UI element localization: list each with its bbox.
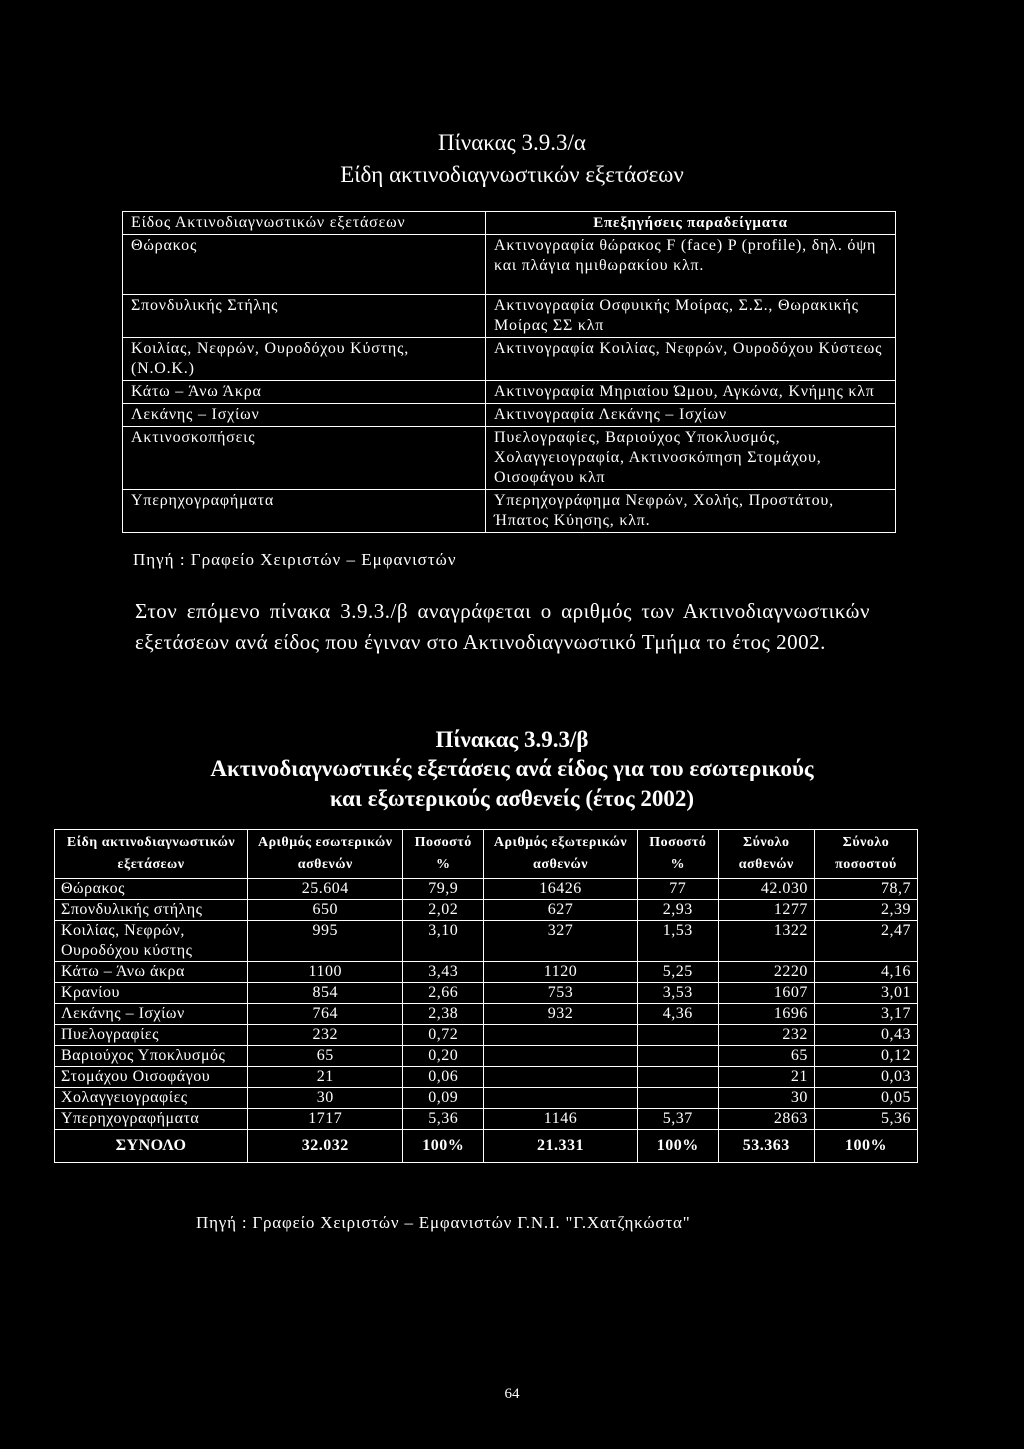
inpatients-cell: 30 — [248, 1088, 403, 1109]
table-row — [55, 921, 918, 962]
total-percent-cell: 2,47 — [814, 921, 917, 962]
exam-type-cell: Χολαγγειογραφίες — [55, 1088, 248, 1109]
inpatient-percent-cell: 2,02 — [403, 900, 483, 921]
exam-type-cell: Κάτω – Άνω άκρα — [55, 962, 248, 983]
table-row — [55, 1046, 918, 1067]
inpatient-percent-cell: 3,10 — [403, 921, 483, 962]
total-percent-cell: 0,43 — [814, 1025, 917, 1046]
total-percent-cell: 0,05 — [814, 1088, 917, 1109]
exam-type-cell: Πυελογραφίες — [55, 1025, 248, 1046]
table-row — [123, 404, 896, 427]
body-paragraph: Στον επόμενο πίνακα 3.9.3./β αναγράφεται ο αριθμός των Ακτινοδιαγνωστικών εξετάσεων ανά είδος που έγιναν στο Ακτινοδιαγνωστικό Τμήμα το έτος 2002. — [135, 599, 870, 654]
total-inpatients: 32.032 — [248, 1130, 403, 1163]
outpatient-percent-cell — [638, 1025, 718, 1046]
table-row — [123, 295, 896, 338]
outpatients-cell: 753 — [483, 983, 637, 1004]
inpatients-cell: 650 — [248, 900, 403, 921]
inpatients-cell: 995 — [248, 921, 403, 962]
total-patients-cell: 232 — [718, 1025, 814, 1046]
exam-type-cell: Θώρακος — [55, 879, 248, 900]
total-patients-cell: 2863 — [718, 1109, 814, 1130]
total-label: ΣΥΝΟΛΟ — [55, 1130, 248, 1163]
total-patients-cell: 65 — [718, 1046, 814, 1067]
exam-type-cell: Στομάχου Οισοφάγου — [55, 1067, 248, 1088]
total-patients-cell: 1277 — [718, 900, 814, 921]
inpatient-percent-cell: 0,09 — [403, 1088, 483, 1109]
table-header-row — [55, 830, 918, 879]
outpatient-percent-cell: 77 — [638, 879, 718, 900]
explanation-cell: Ακτινογραφία Οσφυικής Μοίρας, Σ.Σ., Θωρακικής Μοίρας ΣΣ κλπ — [486, 295, 896, 338]
inpatient-percent-cell: 79,9 — [403, 879, 483, 900]
table2-source: Πηγή : Γραφείο Χειριστών – Εμφανιστών Γ.Ν.Ι. "Γ.Χατζηκώστα" — [196, 1213, 691, 1232]
inpatient-percent-cell: 3,43 — [403, 962, 483, 983]
inpatient-percent-cell: 0,06 — [403, 1067, 483, 1088]
total-outpatients: 21.331 — [483, 1130, 637, 1163]
table-row — [55, 900, 918, 921]
exam-type-cell: Λεκάνης – Ισχίων — [55, 1004, 248, 1025]
exam-counts-table — [54, 829, 918, 1163]
inpatients-cell: 854 — [248, 983, 403, 1004]
exam-type-cell: Θώρακος — [123, 235, 486, 295]
outpatient-percent-cell — [638, 1088, 718, 1109]
explanation-cell: Ακτινογραφία Κοιλίας, Νεφρών, Ουροδόχου Κύστεως — [486, 338, 896, 381]
outpatients-cell: 627 — [483, 900, 637, 921]
table1-title: Είδη ακτινοδιαγνωστικών εξετάσεων — [340, 162, 684, 187]
exam-type-cell: Σπονδυλικής Στήλης — [123, 295, 486, 338]
table2-subtitle: και εξωτερικούς ασθενείς (έτος 2002) — [329, 786, 695, 811]
total-inpatient-percent: 100% — [403, 1130, 483, 1163]
table-header-row — [123, 212, 896, 235]
total-percent-cell: 4,16 — [814, 962, 917, 983]
table2-title-number: Πίνακας 3.9.3/β — [435, 727, 589, 752]
inpatient-percent-cell: 5,36 — [403, 1109, 483, 1130]
total-percent-cell: 2,39 — [814, 900, 917, 921]
total-patients-cell: 21 — [718, 1067, 814, 1088]
header-total-percent: Σύνολο ποσοστού — [814, 830, 917, 879]
inpatients-cell: 764 — [248, 1004, 403, 1025]
total-patients: 53.363 — [718, 1130, 814, 1163]
exam-type-cell: Κάτω – Άνω Άκρα — [123, 381, 486, 404]
exam-type-cell: Λεκάνης – Ισχίων — [123, 404, 486, 427]
table2-title: Ακτινοδιαγνωστικές εξετάσεις ανά είδος για του εσωτερικούς — [210, 756, 814, 781]
table-row — [123, 235, 896, 295]
total-patients-cell: 2220 — [718, 962, 814, 983]
total-row — [55, 1130, 918, 1163]
total-percent-cell: 3,17 — [814, 1004, 917, 1025]
total-patients-cell: 1696 — [718, 1004, 814, 1025]
table1-title-number: Πίνακας 3.9.3/α — [438, 130, 586, 155]
inpatients-cell: 21 — [248, 1067, 403, 1088]
table-row — [55, 1088, 918, 1109]
outpatients-cell — [483, 1067, 637, 1088]
exam-type-cell: Κρανίου — [55, 983, 248, 1004]
table-row — [123, 381, 896, 404]
exam-types-table — [122, 211, 896, 533]
exam-type-cell: Βαριούχος Υποκλυσμός — [55, 1046, 248, 1067]
total-patients-cell: 42.030 — [718, 879, 814, 900]
table-row — [55, 1025, 918, 1046]
table1-source: Πηγή : Γραφείο Χειριστών – Εμφανιστών — [133, 550, 457, 569]
explanation-cell: Πυελογραφίες, Βαριούχος Υποκλυσμός, Χολαγγειογραφία, Ακτινοσκόπηση Στομάχου, Οισοφάγου κλπ — [486, 427, 896, 490]
outpatients-cell — [483, 1025, 637, 1046]
total-patients-cell: 1607 — [718, 983, 814, 1004]
outpatients-cell: 1146 — [483, 1109, 637, 1130]
inpatient-percent-cell: 2,38 — [403, 1004, 483, 1025]
outpatient-percent-cell: 5,25 — [638, 962, 718, 983]
table-row — [55, 1067, 918, 1088]
total-percent-cell: 78,7 — [814, 879, 917, 900]
header-exam-type: Είδος Ακτινοδιαγνωστικών εξετάσεων — [123, 212, 486, 235]
header-explanations: Επεξηγήσεις παραδείγματα — [486, 212, 896, 235]
outpatient-percent-cell: 5,37 — [638, 1109, 718, 1130]
outpatient-percent-cell: 3,53 — [638, 983, 718, 1004]
exam-type-cell: Κοιλίας, Νεφρών, Ουροδόχου κύστης — [55, 921, 248, 962]
inpatient-percent-cell: 0,20 — [403, 1046, 483, 1067]
exam-type-cell: Ακτινοσκοπήσεις — [123, 427, 486, 490]
inpatients-cell: 232 — [248, 1025, 403, 1046]
outpatients-cell: 16426 — [483, 879, 637, 900]
outpatient-percent-cell: 2,93 — [638, 900, 718, 921]
header-outpatients: Αριθμός εξωτερικών ασθενών — [483, 830, 637, 879]
table-row — [123, 338, 896, 381]
outpatients-cell — [483, 1046, 637, 1067]
inpatients-cell: 1717 — [248, 1109, 403, 1130]
total-percent-cell: 5,36 — [814, 1109, 917, 1130]
header-inpatients: Αριθμός εσωτερικών ασθενών — [248, 830, 403, 879]
table-row — [55, 962, 918, 983]
outpatients-cell: 1120 — [483, 962, 637, 983]
explanation-cell: Ακτινογραφία Μηριαίου Ώμου, Αγκώνα, Κνήμης κλπ — [486, 381, 896, 404]
inpatients-cell: 1100 — [248, 962, 403, 983]
explanation-cell: Ακτινογραφία Λεκάνης – Ισχίων — [486, 404, 896, 427]
total-percent-cell: 3,01 — [814, 983, 917, 1004]
outpatient-percent-cell — [638, 1046, 718, 1067]
exam-type-cell: Σπονδυλικής στήλης — [55, 900, 248, 921]
inpatient-percent-cell: 0,72 — [403, 1025, 483, 1046]
header-exam-types: Είδη ακτινοδιαγνωστικών εξετάσεων — [55, 830, 248, 879]
header-outpatient-percent: Ποσοστό % — [638, 830, 718, 879]
outpatient-percent-cell: 4,36 — [638, 1004, 718, 1025]
table-row — [123, 427, 896, 490]
outpatients-cell — [483, 1088, 637, 1109]
table-row — [123, 490, 896, 533]
header-inpatient-percent: Ποσοστό % — [403, 830, 483, 879]
explanation-cell: Υπερηχογράφημα Νεφρών, Χολής, Προστάτου, Ήπατος Κύησης, κλπ. — [486, 490, 896, 533]
table-row — [55, 879, 918, 900]
table-row — [55, 1004, 918, 1025]
outpatients-cell: 932 — [483, 1004, 637, 1025]
inpatients-cell: 25.604 — [248, 879, 403, 900]
exam-type-cell: Υπερηχογραφήματα — [55, 1109, 248, 1130]
outpatient-percent-cell — [638, 1067, 718, 1088]
table-row — [55, 983, 918, 1004]
exam-type-cell: Κοιλίας, Νεφρών, Ουροδόχου Κύστης, (Ν.Ο.Κ.) — [123, 338, 486, 381]
total-patients-cell: 30 — [718, 1088, 814, 1109]
total-outpatient-percent: 100% — [638, 1130, 718, 1163]
total-percent-cell: 0,12 — [814, 1046, 917, 1067]
inpatients-cell: 65 — [248, 1046, 403, 1067]
total-percent-cell: 0,03 — [814, 1067, 917, 1088]
page-number: 64 — [504, 1386, 520, 1402]
explanation-cell: Ακτινογραφία θώρακος F (face) P (profile), δηλ. όψη και πλάγια ημιθωρακίου κλπ. — [486, 235, 896, 295]
header-total-patients: Σύνολο ασθενών — [718, 830, 814, 879]
total-patients-cell: 1322 — [718, 921, 814, 962]
outpatients-cell: 327 — [483, 921, 637, 962]
inpatient-percent-cell: 2,66 — [403, 983, 483, 1004]
table-row — [55, 1109, 918, 1130]
total-percent: 100% — [814, 1130, 917, 1163]
outpatient-percent-cell: 1,53 — [638, 921, 718, 962]
exam-type-cell: Υπερηχογραφήματα — [123, 490, 486, 533]
